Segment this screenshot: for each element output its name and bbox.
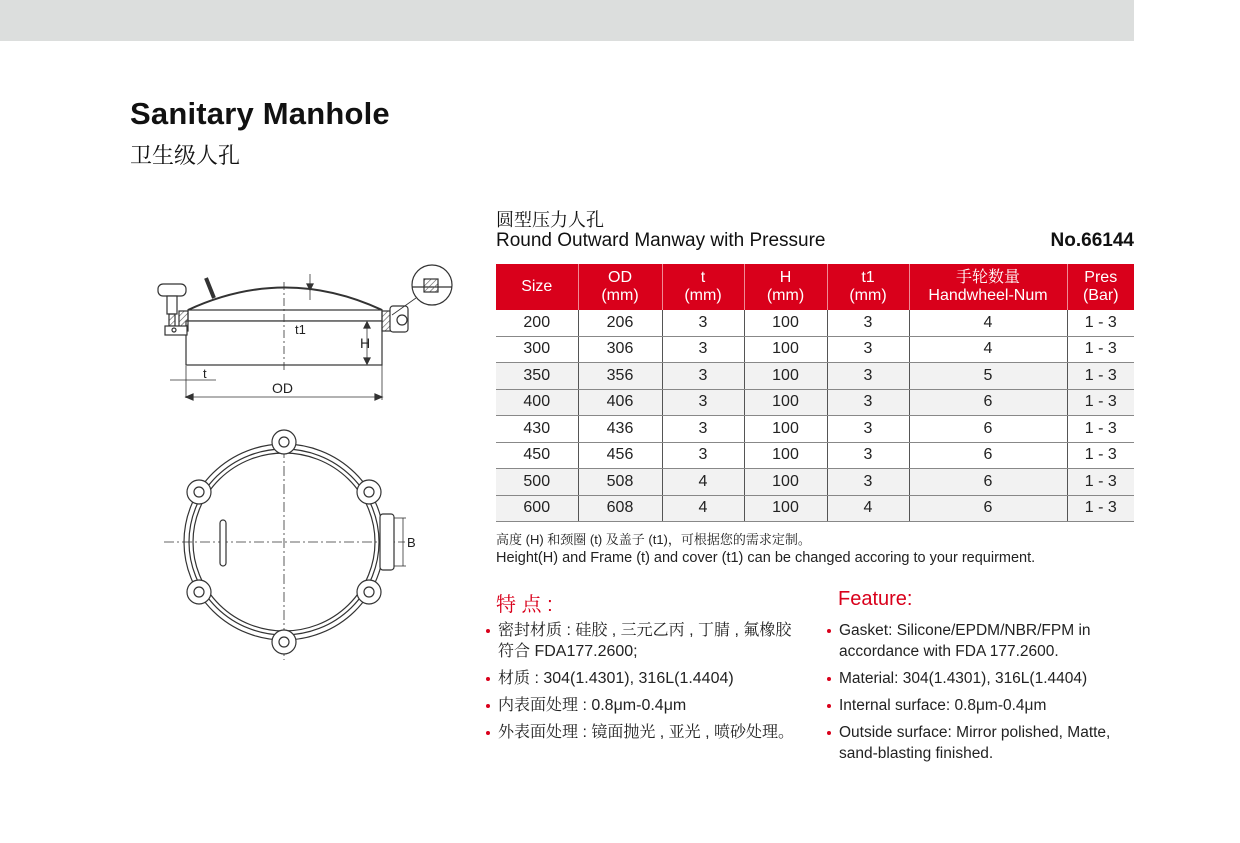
features-list-cn: [486, 620, 796, 749]
bullet-icon: [827, 731, 831, 735]
feature-item: 密封材质 : 硅胶 , 三元乙丙 , 丁腈 , 氟橡胶符合 FDA177.2600;: [486, 620, 796, 662]
feature-item: Internal surface: 0.8μm-0.4μm: [827, 695, 1137, 716]
table-row: 430 436 3 100 3 6 1 - 3: [496, 416, 1134, 443]
table-header-row: [496, 264, 1134, 310]
table-row: 350 356 3 100 3 5 1 - 3: [496, 363, 1134, 390]
col-pressure: Pres (Bar): [1067, 264, 1134, 310]
bullet-icon: [486, 629, 490, 633]
bullet-icon: [827, 629, 831, 633]
top-view: [164, 430, 406, 660]
col-h: H (mm): [744, 264, 827, 310]
top-band: [0, 0, 1134, 41]
page-subtitle-cn: 卫生级人孔: [130, 143, 241, 168]
col-t1: t1 (mm): [827, 264, 909, 310]
label-h: H: [360, 335, 371, 351]
feature-item: 材质 : 304(1.4301), 316L(1.4404): [486, 668, 796, 689]
product-name-cn: 圆型压力人孔: [496, 210, 604, 230]
table-row: 300 306 3 100 3 4 1 - 3: [496, 336, 1134, 363]
label-t1: t1: [295, 322, 306, 337]
spec-table: [496, 264, 1134, 522]
table-row: 600 608 4 100 4 6 1 - 3: [496, 495, 1134, 522]
features-heading-en: Feature:: [838, 588, 913, 610]
page-title: Sanitary Manhole: [130, 96, 390, 131]
note-cn: 高度 (H) 和颈圈 (t) 及盖子 (t1)，可根据您的需求定制。: [496, 532, 811, 547]
label-b: B: [407, 535, 416, 550]
feature-item: Gasket: Silicone/EPDM/NBR/FPM in accordance with FDA 177.2600.: [827, 620, 1137, 662]
col-t: t (mm): [662, 264, 744, 310]
col-handwheel: 手轮数量 Handwheel-Num: [909, 264, 1067, 310]
bullet-icon: [827, 677, 831, 681]
features-heading-cn: 特 点 :: [496, 594, 553, 616]
product-name-en: Round Outward Manway with Pressure: [496, 230, 826, 251]
table-row: 200 206 3 100 3 4 1 - 3: [496, 310, 1134, 336]
manhole-drawing: [150, 260, 460, 670]
table-row: 400 406 3 100 3 6 1 - 3: [496, 389, 1134, 416]
bullet-icon: [486, 704, 490, 708]
features-list-en: [827, 620, 1137, 770]
feature-item: Material: 304(1.4301), 316L(1.4404): [827, 668, 1137, 689]
label-od: OD: [272, 380, 293, 396]
bullet-icon: [486, 731, 490, 735]
feature-item: Outside surface: Mirror polished, Matte, sand-blasting finished.: [827, 722, 1137, 764]
feature-item: 外表面处理 : 镜面抛光 , 亚光 , 喷砂处理。: [486, 722, 796, 743]
col-od: OD (mm): [578, 264, 662, 310]
bullet-icon: [486, 677, 490, 681]
bullet-icon: [827, 704, 831, 708]
table-row: 450 456 3 100 3 6 1 - 3: [496, 442, 1134, 469]
table-row: 500 508 4 100 3 6 1 - 3: [496, 469, 1134, 496]
feature-item: 内表面处理 : 0.8μm-0.4μm: [486, 695, 796, 716]
label-t: t: [203, 366, 207, 381]
col-size: Size: [496, 264, 578, 310]
product-number: No.66144: [1050, 230, 1134, 251]
note-en: Height(H) and Frame (t) and cover (t1) can be changed accoring to your requirment.: [496, 550, 1036, 566]
